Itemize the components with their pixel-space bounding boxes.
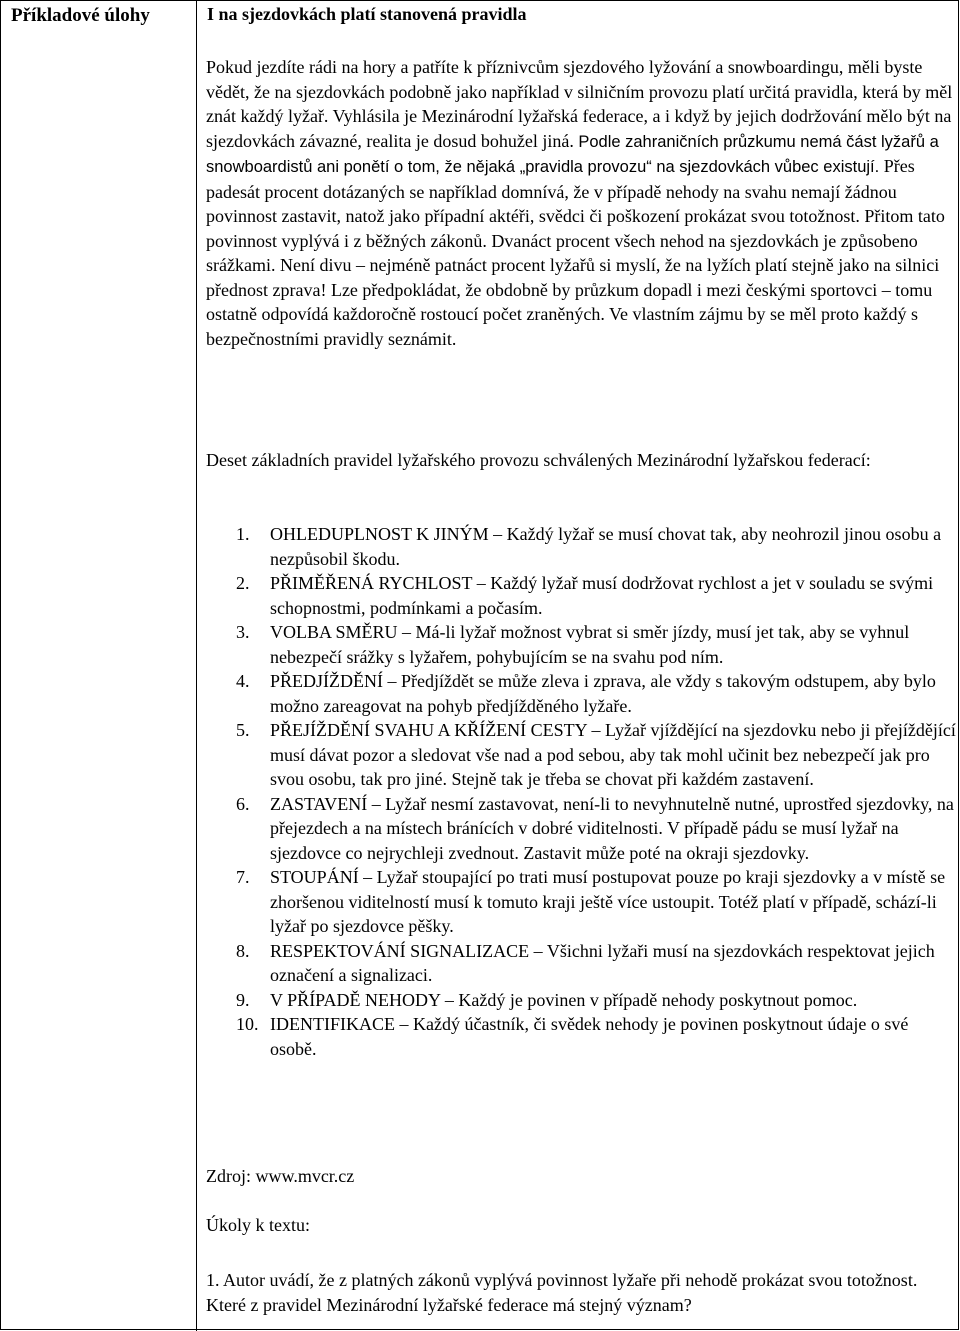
rule-item (236, 571, 956, 620)
rule-text: PŘEDJÍŽDĚNÍ – Předjíždět se může zleva i zprava, ale vždy s takovým odstupem, aby bylo možno zareagovat na pohyb předjížděného lyžaře. (270, 671, 936, 716)
body-text-part-3: Přes padesát procent dotázaných se například domnívá, že v případě nehody na svahu nemají žádnou povinnost zastavit, natož jako případní aktéři, svědci či poškození prokázat svou totožnost. Přitom tato povinnost vyplývá i z běžných zákonů. Dvanáct procent všech nehod na sjezdovkách je způsobeno srážkami. Není divu – nejméně patnáct procent lyžařů si myslí, že na lyžích platí stejně jako na silnici přednost zprava! Lze předpokládat, že obdobně by průzkum dopadl i mezi českými sportovci – tomu ostatně odpovídá každoročně rostoucí počet zraněných. Ve vlastním zájmu by se měl proto každý s bezpečnostními pravidly seznámit. (206, 156, 945, 349)
rule-number: 5. (236, 720, 250, 740)
body-text-part-2: Podle zahraničních průzkumu nemá část lyžařů a snowboardistů ani ponětí o tom, že nějaká „pravidla provozu“ na sjezdovkách vůbec existují. (206, 132, 939, 176)
rule-text: OHLEDUPLNOST K JINÝM – Každý lyžař se musí chovat tak, aby neohrozil jinou osobu a nezpůsobil škodu. (270, 524, 942, 569)
rule-item (236, 522, 956, 571)
rule-text: RESPEKTOVÁNÍ SIGNALIZACE – Všichni lyžaři musí na sjezdovkách respektovat jejich označení a signalizaci. (270, 940, 935, 985)
article-heading: I na sjezdovkách platí stanovená pravidla (207, 4, 527, 24)
article-body (206, 55, 954, 351)
rule-text: PŘIMĚŘENÁ RYCHLOST – Každý lyžař musí dodržovat rychlost a jet v souladu se svými schopnostmi, podmínkami a počasím. (270, 573, 934, 618)
rule-number: 4. (236, 671, 250, 691)
rule-item (236, 988, 956, 1013)
rule-item (236, 1012, 956, 1061)
rule-number: 6. (236, 793, 250, 814)
rule-number: 3. (236, 622, 250, 642)
rule-text: IDENTIFIKACE – Každý účastník, či svědek nehody je povinen poskytnout údaje o své osobě. (270, 1014, 909, 1059)
task-question: 1. Autor uvádí, že z platných zákonů vyplývá povinnost lyžaře při nehodě prokázat svou totožnost. Které z pravidel Mezinárodní lyžařské federace má stejný význam? (206, 1270, 918, 1315)
rule-number: 10. (236, 1014, 259, 1034)
rules-list (236, 522, 956, 1061)
left-column (1, 1, 197, 1331)
rule-text: PŘEJÍŽDĚNÍ SVAHU A KŘÍŽENÍ CESTY – Lyžař vjíždějící na sjezdovku nebo ji přejíždějící musí dávat pozor a sledovat vše nad a pod sebou, aby tak mohl učinit bez nebezpečí jak pro svou osobu, tak pro jiné. Stejně tak je třeba se chovat při každém zastavení. (270, 720, 956, 789)
body-text-part-1: Pokud jezdíte rádi na hory a patříte k příznivcům sjezdového lyžování a snowboardingu, měli byste vědět, že na sjezdovkách podobně jako například v silničním provozu platí určitá pravidla, která by měl znát každý lyžař. Vyhlásila je Mezinárodní lyžařská federace, a i když by jejich dodržování mělo být na sjezdovkách závazné, realita je dosud bohužel jiná. (206, 57, 953, 151)
rule-item (236, 865, 956, 939)
rule-text: VOLBA SMĚRU – Má-li lyžař možnost vybrat si směr jízdy, musí jet tak, aby se vyhnul nebezpečí srážky s lyžařem, pohybujícím se na svahu pod ním. (270, 622, 910, 667)
rule-text: STOUPÁNÍ – Lyžař stoupající po trati musí postupovat pouze po kraji sjezdovky a v místě se zhoršenou viditelností musí k tomuto kraji ještě více ustoupit. Totéž platí v případě, schází-li lyžař po sjezdovce pěšky. (270, 867, 946, 936)
rule-item (236, 620, 956, 669)
source-citation: Zdroj: www.mvcr.cz (206, 1166, 355, 1186)
rule-number: 1. (236, 524, 250, 544)
rule-number: 2. (236, 573, 250, 593)
rule-text: ZASTAVENÍ – Lyžař nesmí zastavovat, není-li to nevyhnutelně nutné, uprostřed sjezdovky, na přejezdech a na místech bránících v dobré viditelnosti. V případě pádu se musí lyžař na sjezdovce co nejrychleji zvednout. Zastavit může poté na okraji sjezdovky. (270, 793, 954, 863)
rule-number: 8. (236, 940, 250, 961)
rule-number: 9. (236, 989, 250, 1010)
section-label: Příkladové úlohy (11, 5, 150, 26)
rule-item (236, 718, 956, 792)
rule-item (236, 669, 956, 718)
rule-text: V PŘÍPADĚ NEHODY – Každý je povinen v případě nehody poskytnout pomoc. (270, 989, 858, 1010)
rule-number: 7. (236, 867, 250, 887)
rules-intro: Deset základních pravidel lyžařského provozu schválených Mezinárodní lyžařskou federací: (206, 450, 871, 470)
tasks-heading: Úkoly k textu: (206, 1215, 310, 1235)
rule-item (236, 792, 956, 866)
rule-item (236, 939, 956, 988)
